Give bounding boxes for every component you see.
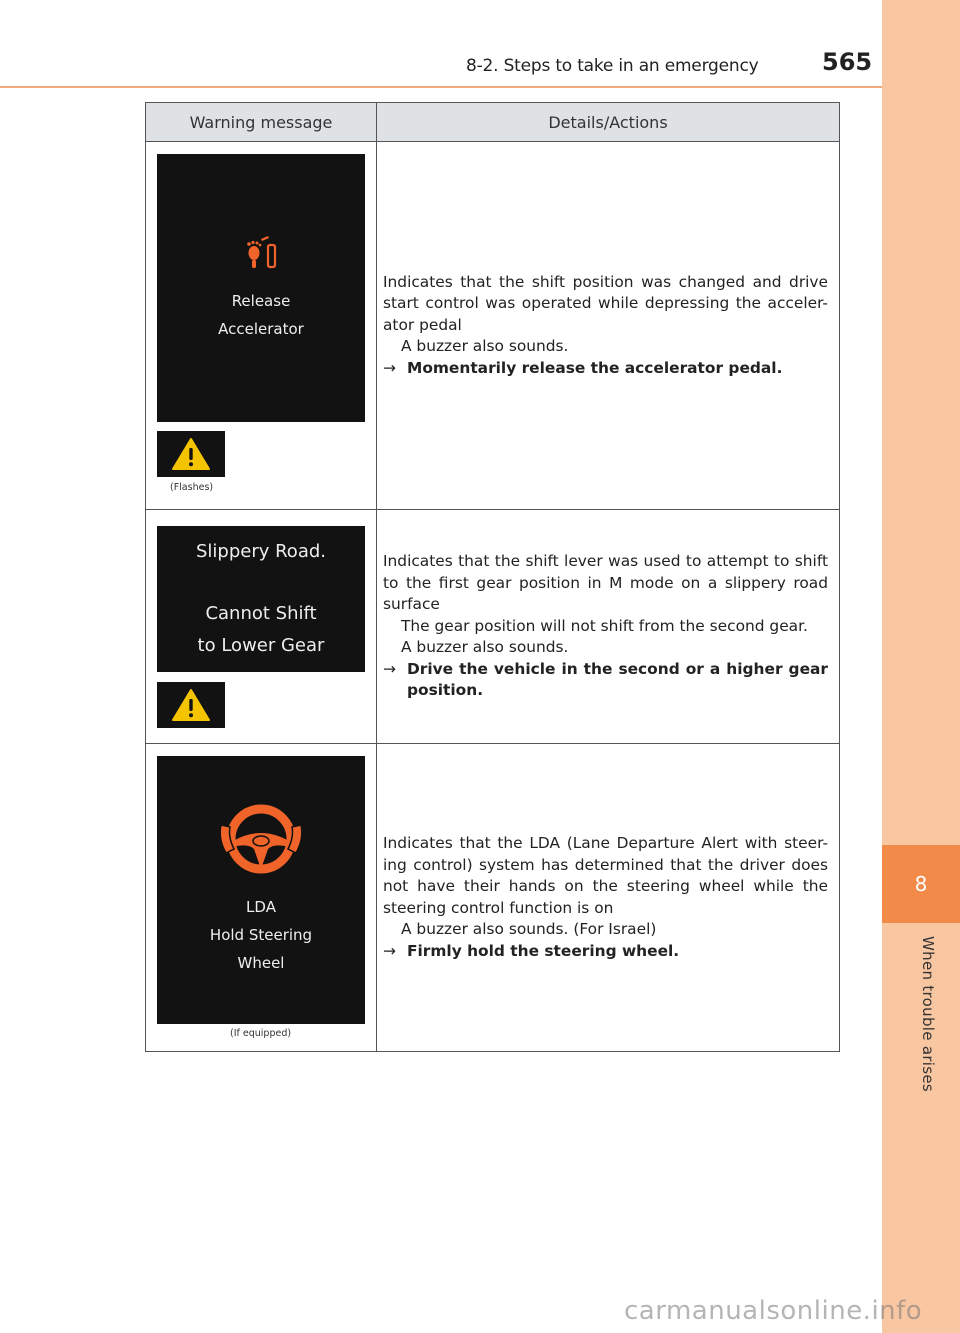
warning-triangle-icon [171, 437, 211, 471]
detail-subtext: A buzzer also sounds. [401, 638, 569, 657]
screen-line: Slippery Road. [195, 541, 327, 562]
details-cell [377, 744, 840, 1052]
action-label: Drive the vehicle in the second or a higher gear position. [407, 659, 828, 700]
arrow-icon: → [383, 941, 396, 960]
detail-subtext: The gear position will not shift from the second gear. [401, 616, 808, 635]
detail-text: Indicates that the shift position was changed and drive start control was operated while depressing the acceler-ator pedal [383, 272, 828, 334]
warning-triangle-icon [171, 688, 211, 722]
display-screen [157, 154, 365, 422]
warning-indicator [157, 431, 225, 477]
steering-wheel-hands-icon [216, 803, 306, 879]
detail-subtext: A buzzer also sounds. (For Israel) [401, 920, 657, 938]
detail-text: Indicates that the shift lever was used to attempt to shift to the first gear position in M mode on a slippery road surface [383, 552, 828, 614]
warning-image-cell [146, 510, 377, 744]
display-screen [157, 756, 365, 1024]
chapter-number: 8 [914, 872, 928, 896]
accelerator-foot-icon [241, 233, 281, 273]
chapter-number-tab[interactable] [882, 845, 960, 923]
screen-line: to Lower Gear [197, 635, 325, 656]
details-cell [377, 142, 840, 510]
screen-line: Release [231, 292, 291, 310]
flashes-note: (Flashes) [170, 482, 214, 493]
warning-table [145, 102, 840, 1052]
table-row [146, 744, 840, 1052]
details-cell [377, 510, 840, 744]
table-header-row [146, 103, 840, 142]
warning-image-cell [146, 744, 377, 1052]
screen-line: Accelerator [218, 320, 304, 338]
watermark: carmanualsonline.info [624, 1296, 923, 1326]
arrow-icon: → [383, 358, 396, 377]
if-equipped-note: (If equipped) [230, 1028, 292, 1039]
action-label: Momentarily release the accelerator pedal. [407, 358, 783, 377]
warning-indicator [157, 682, 225, 728]
screen-line: LDA [246, 898, 276, 916]
action-text [383, 659, 828, 702]
column-header-details: Details/Actions [377, 103, 840, 142]
warning-image-cell [146, 142, 377, 510]
header-rule [0, 86, 882, 88]
screen-line: Wheel [237, 954, 285, 972]
section-title: 8-2. Steps to take in an emergency [466, 56, 759, 76]
action-label: Firmly hold the steering wheel. [407, 941, 680, 960]
action-text [383, 941, 828, 963]
detail-subtext: A buzzer also sounds. [401, 337, 569, 356]
table-row [146, 142, 840, 510]
display-screen [157, 526, 365, 672]
arrow-icon: → [383, 659, 396, 678]
detail-text: Indicates that the LDA (Lane Departure Alert with steer-ing control) system has determined that the driver does not have their hands on the steering wheel while the steering control function is on [383, 834, 828, 917]
screen-line: Hold Steering [209, 926, 313, 944]
chapter-title: When trouble arises [919, 936, 937, 1093]
table-row [146, 510, 840, 744]
column-header-warning: Warning message [146, 103, 377, 142]
page-number: 565 [822, 48, 873, 76]
screen-line: Cannot Shift [205, 603, 317, 624]
action-text [383, 358, 828, 380]
side-tab-band [882, 0, 960, 1333]
